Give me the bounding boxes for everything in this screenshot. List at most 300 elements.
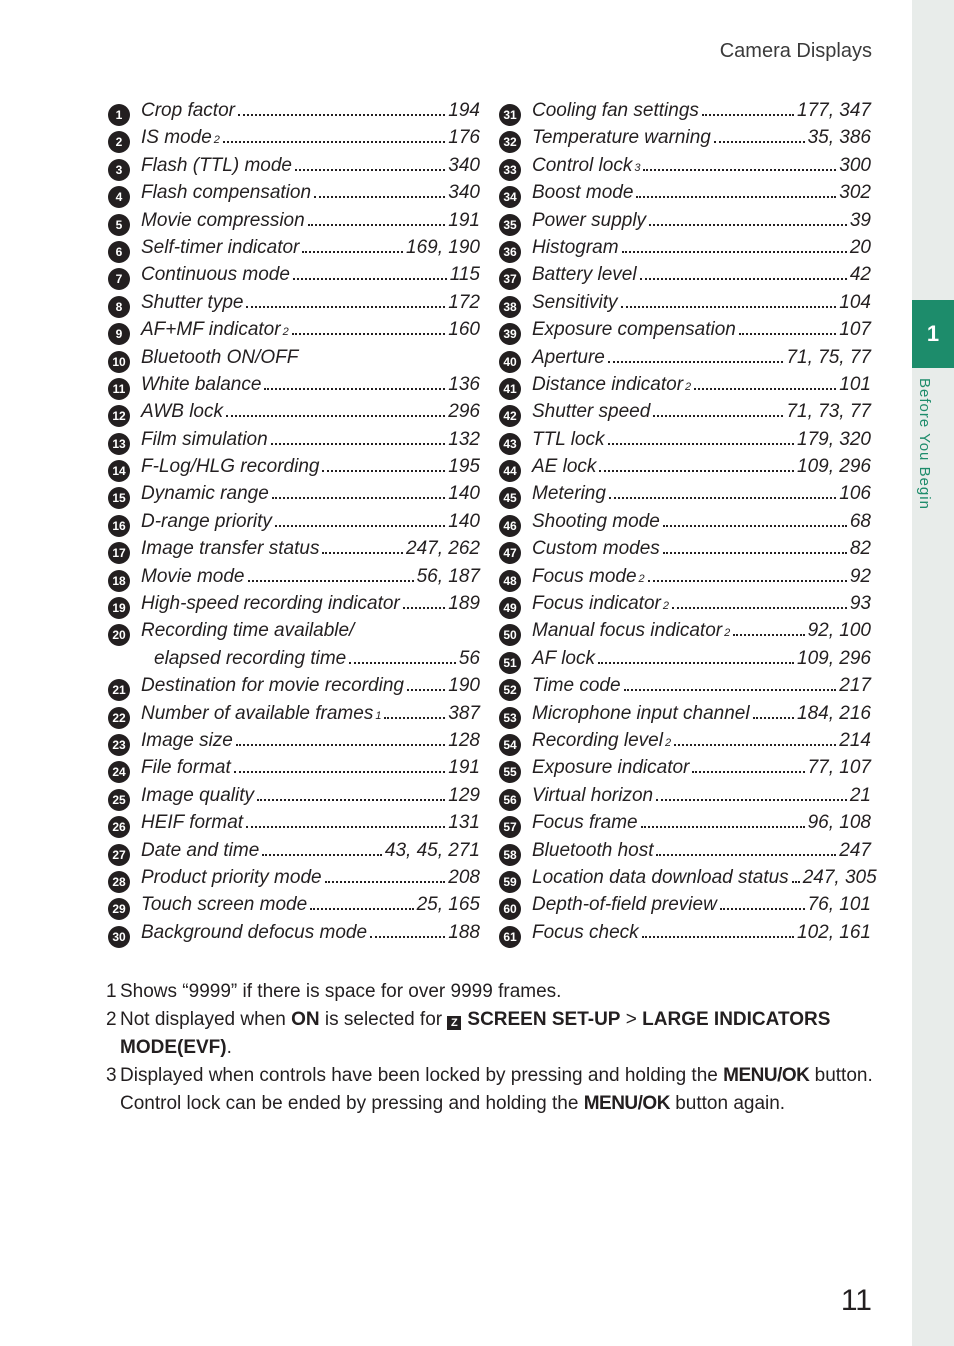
item-label: Focus mode	[532, 565, 637, 587]
footnote-separator: >	[620, 1009, 643, 1030]
dot-leader	[314, 196, 445, 198]
page-reference-link[interactable]: 190	[448, 675, 480, 697]
dot-leader	[599, 470, 794, 472]
item-number-badge: 47	[499, 542, 521, 564]
page-reference-link[interactable]: 214	[839, 729, 871, 751]
page-reference-link[interactable]: 71, 75, 77	[786, 346, 871, 368]
dot-leader	[640, 278, 847, 280]
legend-item	[108, 429, 480, 456]
dot-leader	[403, 607, 446, 609]
legend-item	[108, 483, 480, 510]
dot-leader	[295, 169, 445, 171]
section-title: Camera Displays	[719, 40, 872, 62]
dot-leader	[322, 470, 445, 472]
item-number-badge: 29	[108, 898, 130, 920]
item-label: Shutter speed	[532, 401, 651, 423]
legend-item	[499, 785, 871, 812]
legend-item	[108, 757, 480, 784]
item-number-badge: 33	[499, 159, 521, 181]
item-number-badge: 23	[108, 734, 130, 756]
menu-ok-button-label: MENU/OK	[583, 1093, 670, 1114]
legend-item	[108, 374, 480, 401]
item-label: Sensitivity	[532, 291, 618, 313]
page-reference-link[interactable]: 42	[849, 264, 871, 286]
legend-item	[108, 456, 480, 483]
dot-leader	[792, 881, 800, 883]
item-label: Movie compression	[141, 209, 305, 231]
page-reference-link[interactable]: 43, 45, 271	[384, 839, 480, 861]
item-label: AE lock	[532, 456, 597, 478]
page-reference-link[interactable]: 56	[458, 647, 480, 669]
page-reference-link[interactable]: 77, 107	[807, 757, 871, 779]
dot-leader	[643, 169, 836, 171]
item-number-badge: 21	[108, 679, 130, 701]
legend-item	[108, 675, 480, 702]
page-reference-link[interactable]: 191	[448, 209, 480, 231]
legend-item	[499, 374, 871, 401]
item-number-badge: 14	[108, 460, 130, 482]
footnote-3	[106, 1062, 876, 1118]
footnote-ref: 2	[213, 134, 220, 147]
dot-leader	[236, 744, 445, 746]
legend-item	[108, 538, 480, 565]
dot-leader	[271, 443, 446, 445]
item-number-badge: 2	[108, 131, 130, 153]
page-reference-link[interactable]: 208	[448, 866, 480, 888]
item-label: Recording time available/	[141, 620, 355, 642]
item-label: Bluetooth ON/OFF	[141, 346, 299, 368]
item-label: Image quality	[141, 784, 255, 806]
item-label: Microphone input channel	[532, 702, 750, 724]
footnote-number: 2	[106, 1009, 117, 1030]
dot-leader	[672, 607, 847, 609]
page-reference-link[interactable]: 140	[448, 483, 480, 505]
legend-item	[108, 127, 480, 154]
page-reference-link[interactable]: 92	[849, 565, 871, 587]
legend-item	[499, 620, 871, 647]
dot-leader	[322, 552, 403, 554]
item-label: Continuous mode	[141, 264, 290, 286]
item-label: Focus frame	[532, 812, 638, 834]
dot-leader	[308, 224, 446, 226]
footnotes	[106, 978, 876, 1118]
item-label: Histogram	[532, 236, 619, 258]
item-number-badge: 50	[499, 624, 521, 646]
item-label: Number of available frames	[141, 702, 374, 724]
page-reference-link[interactable]: 172	[448, 291, 480, 313]
footnote-ref: 2	[638, 572, 645, 585]
legend-item	[108, 237, 480, 264]
item-label: Background defocus mode	[141, 921, 368, 943]
dot-leader	[234, 771, 446, 773]
right-legend-column	[499, 100, 877, 949]
legend-item	[499, 429, 871, 456]
item-label: Manual focus indicator	[532, 620, 723, 642]
page-reference-link[interactable]: 194	[448, 100, 480, 121]
item-label: Flash (TTL) mode	[141, 154, 292, 176]
dot-leader	[648, 580, 847, 582]
item-label: Recording level	[532, 729, 663, 751]
item-number-badge: 18	[108, 570, 130, 592]
page-reference-link[interactable]: 169, 190	[406, 236, 480, 258]
legend-item	[108, 593, 480, 620]
item-number-badge: 52	[499, 679, 521, 701]
item-label: Battery level	[532, 264, 637, 286]
page-reference-link[interactable]: 176	[448, 127, 480, 149]
page-reference-link[interactable]: 296	[448, 401, 480, 423]
page-reference-link[interactable]: 247, 305	[802, 866, 877, 888]
item-number-badge: 60	[499, 898, 521, 920]
legend-item	[499, 483, 871, 510]
item-number-badge: 9	[108, 323, 130, 345]
dot-leader	[349, 662, 456, 664]
page-reference-link[interactable]: 340	[448, 154, 480, 176]
page-reference-link[interactable]: 96, 108	[807, 812, 871, 834]
legend-item	[499, 511, 871, 538]
page-reference-link[interactable]: 104	[839, 291, 871, 313]
item-label: Crop factor	[141, 100, 235, 121]
item-number-badge: 59	[499, 871, 521, 893]
page-reference-link[interactable]: 92, 100	[807, 620, 871, 642]
page-reference-link[interactable]: 191	[448, 757, 480, 779]
item-number-badge: 51	[499, 652, 521, 674]
item-label: Aperture	[532, 346, 605, 368]
page-reference-link[interactable]: 247	[839, 839, 871, 861]
dot-leader	[621, 306, 837, 308]
item-label: Exposure compensation	[532, 319, 736, 341]
dot-leader	[663, 525, 847, 527]
dot-leader	[720, 908, 805, 910]
dot-leader	[674, 744, 836, 746]
dot-leader	[636, 196, 836, 198]
legend-item	[108, 620, 480, 647]
item-number-badge: 31	[499, 104, 521, 126]
item-number-badge: 28	[108, 871, 130, 893]
dot-leader	[622, 251, 847, 253]
page-reference-link[interactable]: 21	[849, 784, 871, 806]
item-label: Dynamic range	[141, 483, 269, 505]
item-label: Exposure indicator	[532, 757, 690, 779]
page-reference-link[interactable]: 131	[448, 812, 480, 834]
dot-leader	[384, 717, 445, 719]
item-number-badge: 25	[108, 789, 130, 811]
item-number-badge: 37	[499, 268, 521, 290]
page-reference-link[interactable]: 302	[839, 182, 871, 204]
item-label: Power supply	[532, 209, 647, 231]
item-label: Flash compensation	[141, 182, 312, 204]
left-legend-column	[108, 100, 480, 949]
dot-leader	[310, 908, 413, 910]
item-label: File format	[141, 757, 231, 779]
item-label: AWB lock	[141, 401, 224, 423]
item-label: Virtual horizon	[532, 784, 654, 806]
dot-leader	[692, 771, 804, 773]
item-number-badge: 38	[499, 296, 521, 318]
item-number-badge: 55	[499, 761, 521, 783]
legend-item	[499, 593, 871, 620]
page-number: 11	[840, 1284, 872, 1317]
legend-item	[108, 785, 480, 812]
item-label: Touch screen mode	[141, 894, 308, 916]
dot-leader	[370, 936, 445, 938]
page-reference-link[interactable]: 39	[849, 209, 871, 231]
item-number-badge: 41	[499, 378, 521, 400]
item-label: Metering	[532, 483, 606, 505]
legend-item	[499, 894, 871, 921]
dot-leader	[656, 854, 836, 856]
item-label: TTL lock	[532, 428, 605, 450]
dot-leader	[608, 361, 784, 363]
item-label: Boost mode	[532, 182, 634, 204]
item-number-badge: 54	[499, 734, 521, 756]
page-reference-link[interactable]: 177, 347	[797, 100, 871, 121]
page-reference-link[interactable]: 128	[448, 729, 480, 751]
item-number-badge: 35	[499, 214, 521, 236]
legend-item	[108, 812, 480, 839]
legend-item	[108, 292, 480, 319]
footnote-ref: 2	[724, 627, 731, 640]
footnote-text	[120, 1006, 876, 1062]
footnote-text-part: Displayed when controls have been locked by pressing and holding the	[120, 1065, 724, 1086]
legend-item	[499, 840, 871, 867]
dot-leader	[262, 854, 382, 856]
legend-item	[499, 566, 871, 593]
item-number-badge: 20	[108, 624, 130, 646]
item-label: Focus check	[532, 921, 639, 943]
item-label: Depth-of-field preview	[532, 894, 717, 916]
page-reference-link[interactable]: 217	[839, 675, 871, 697]
chapter-sidebar	[912, 0, 954, 1346]
page-reference-link[interactable]: 102, 161	[797, 921, 871, 943]
dot-leader	[609, 497, 836, 499]
item-number-badge: 58	[499, 844, 521, 866]
footnote-text	[120, 1062, 876, 1118]
legend-item	[108, 155, 480, 182]
item-label: IS mode	[141, 127, 212, 149]
footnote-number: 1	[106, 981, 117, 1002]
legend-item	[499, 730, 871, 757]
item-number-badge: 46	[499, 515, 521, 537]
page-reference-link[interactable]: 132	[448, 428, 480, 450]
item-label: Time code	[532, 675, 621, 697]
item-label: Custom modes	[532, 538, 660, 560]
item-label: Shooting mode	[532, 510, 660, 532]
page-reference-link[interactable]: 300	[839, 154, 871, 176]
footnote-number: 3	[106, 1065, 117, 1086]
legend-item	[108, 648, 480, 675]
page-reference-link[interactable]: 109, 296	[797, 456, 871, 478]
item-number-badge: 45	[499, 487, 521, 509]
item-number-badge: 24	[108, 761, 130, 783]
item-number-badge: 32	[499, 131, 521, 153]
dot-leader	[642, 936, 794, 938]
item-label: Distance indicator	[532, 373, 684, 395]
dot-leader	[739, 333, 836, 335]
item-number-badge: 53	[499, 707, 521, 729]
item-number-badge: 7	[108, 268, 130, 290]
page-reference-link[interactable]: 140	[448, 510, 480, 532]
dot-leader	[246, 306, 445, 308]
dot-leader	[272, 497, 446, 499]
page-reference-link[interactable]: 35, 386	[807, 127, 871, 149]
page-reference-link[interactable]: 387	[448, 702, 480, 724]
setup-icon: Z	[447, 1016, 461, 1030]
page-reference-link[interactable]: 107	[839, 319, 871, 341]
legend-item	[108, 511, 480, 538]
dot-leader	[275, 525, 445, 527]
page-reference-link[interactable]: 56, 187	[416, 565, 480, 587]
item-number-badge: 43	[499, 433, 521, 455]
item-number-badge: 11	[108, 378, 130, 400]
page-reference-link[interactable]: 106	[839, 483, 871, 505]
item-label: Self-timer indicator	[141, 236, 300, 258]
page-reference-link[interactable]: 160	[448, 319, 480, 341]
item-number-badge: 12	[108, 405, 130, 427]
page-reference-link[interactable]: 68	[849, 510, 871, 532]
legend-item	[108, 867, 480, 894]
item-label: elapsed recording time	[154, 647, 347, 669]
item-label: Cooling fan settings	[532, 100, 699, 121]
page-reference-link[interactable]: 109, 296	[797, 647, 871, 669]
dot-leader	[694, 388, 836, 390]
chapter-number-tab[interactable]: 1	[912, 300, 954, 368]
legend-item	[499, 401, 871, 428]
page-reference-link[interactable]: 71, 73, 77	[786, 401, 871, 423]
item-label: Bluetooth host	[532, 839, 654, 861]
large-indicators-keyword: LARGE INDICATORS MODE(EVF)	[120, 1009, 831, 1058]
chapter-label: Before You Begin	[916, 378, 933, 510]
item-label: AF lock	[532, 647, 596, 669]
legend-item	[499, 703, 871, 730]
item-number-badge: 17	[108, 542, 130, 564]
item-number-badge: 1	[108, 104, 130, 126]
item-number-badge: 16	[108, 515, 130, 537]
footnote-text-part: Not displayed when	[120, 1009, 292, 1030]
footnote-text-part: is selected for	[319, 1009, 448, 1030]
item-label: High-speed recording indicator	[141, 593, 400, 615]
item-number-badge: 8	[108, 296, 130, 318]
item-number-badge: 36	[499, 241, 521, 263]
item-label: HEIF format	[141, 812, 244, 834]
legend-item	[108, 182, 480, 209]
item-label: Shutter type	[141, 291, 244, 313]
footnote-ref: 2	[282, 326, 289, 339]
item-label: AF+MF indicator	[141, 319, 281, 341]
footnote-text-part: .	[226, 1037, 232, 1058]
legend-item	[108, 922, 480, 949]
item-number-badge: 49	[499, 597, 521, 619]
item-number-badge: 4	[108, 186, 130, 208]
legend-item	[499, 347, 871, 374]
dot-leader	[663, 552, 847, 554]
item-label: Image transfer status	[141, 538, 320, 560]
dot-leader	[598, 662, 794, 664]
item-number-badge: 22	[108, 707, 130, 729]
page-reference-link[interactable]: 189	[448, 593, 480, 615]
item-label: Date and time	[141, 839, 260, 861]
legend-item	[108, 264, 480, 291]
dot-leader	[293, 278, 447, 280]
legend-item	[499, 922, 871, 949]
page-reference-link[interactable]: 20	[849, 236, 871, 258]
item-number-badge: 15	[108, 487, 130, 509]
item-label: F-Log/HLG recording	[141, 456, 320, 478]
dot-leader	[733, 634, 804, 636]
footnote-ref: 2	[662, 600, 669, 613]
footnote-text-part: button again.	[669, 1093, 786, 1114]
footnote-2	[106, 1006, 876, 1062]
legend-item	[499, 538, 871, 565]
item-label: Movie mode	[141, 565, 245, 587]
item-number-badge: 10	[108, 351, 130, 373]
legend-item	[499, 648, 871, 675]
item-label: Destination for movie recording	[141, 675, 404, 697]
dot-leader	[264, 388, 445, 390]
page-reference-link[interactable]: 195	[448, 456, 480, 478]
page-reference-link[interactable]: 247, 262	[406, 538, 480, 560]
dot-leader	[714, 141, 805, 143]
item-label: D-range priority	[141, 510, 272, 532]
page-reference-link[interactable]: 115	[449, 264, 480, 286]
page-reference-link[interactable]: 188	[448, 921, 480, 943]
item-number-badge: 61	[499, 926, 521, 948]
item-number-badge: 27	[108, 844, 130, 866]
legend-item	[108, 566, 480, 593]
page-reference-link[interactable]: 136	[448, 373, 480, 395]
page-reference-link[interactable]: 93	[849, 593, 871, 615]
page-reference-link[interactable]: 340	[448, 182, 480, 204]
item-number-badge: 48	[499, 570, 521, 592]
item-label: Image size	[141, 729, 233, 751]
item-label: Temperature warning	[532, 127, 711, 149]
page-reference-link[interactable]: 76, 101	[807, 894, 871, 916]
dot-leader	[649, 224, 847, 226]
legend-item	[108, 319, 480, 346]
page-reference-link[interactable]: 82	[849, 538, 871, 560]
item-number-badge: 5	[108, 214, 130, 236]
item-number-badge: 44	[499, 460, 521, 482]
dot-leader	[641, 826, 805, 828]
dot-leader	[248, 580, 414, 582]
item-label: Focus indicator	[532, 593, 661, 615]
dot-leader	[653, 415, 783, 417]
legend-item	[499, 812, 871, 839]
footnote-text: Shows “9999” if there is space for over 9999 frames.	[120, 981, 562, 1002]
footnote-ref: 2	[685, 380, 692, 393]
page-reference-link[interactable]: 184, 216	[797, 702, 871, 724]
legend-item	[108, 210, 480, 237]
footnote-ref: 3	[634, 161, 641, 174]
page-reference-link[interactable]: 129	[448, 784, 480, 806]
page-reference-link[interactable]: 25, 165	[416, 894, 480, 916]
item-number-badge: 57	[499, 816, 521, 838]
legend-item	[499, 155, 871, 182]
item-number-badge: 26	[108, 816, 130, 838]
dot-leader	[223, 141, 445, 143]
dot-leader	[608, 443, 795, 445]
dot-leader	[238, 114, 445, 116]
legend-item	[108, 703, 480, 730]
page-reference-link[interactable]: 101	[839, 373, 871, 395]
item-number-badge: 34	[499, 186, 521, 208]
legend-item	[499, 757, 871, 784]
legend-item	[499, 264, 871, 291]
legend-item	[499, 182, 871, 209]
legend-item	[499, 210, 871, 237]
page-reference-link[interactable]: 179, 320	[797, 428, 871, 450]
menu-ok-button-label: MENU/OK	[723, 1065, 810, 1086]
item-label: Product priority mode	[141, 866, 322, 888]
